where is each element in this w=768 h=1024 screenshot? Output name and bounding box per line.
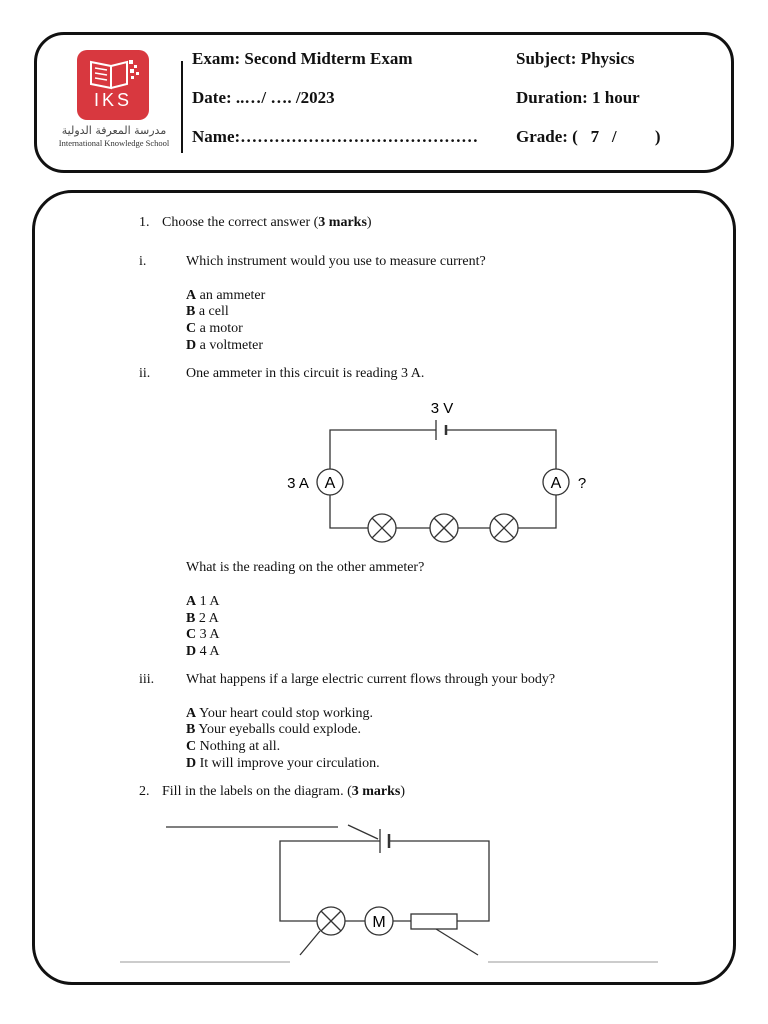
- series-circuit-diagram: [270, 395, 600, 555]
- label-circuit-diagram: [110, 815, 670, 970]
- school-name-arabic: مدرسة المعرفة الدولية: [61, 124, 167, 137]
- q1-number: 1.: [139, 215, 150, 230]
- lamp-icon: [490, 514, 518, 542]
- q1-i-number: i.: [139, 254, 147, 269]
- lamp-icon: [317, 907, 345, 935]
- q1-iii-number: iii.: [139, 672, 155, 687]
- school-logo: [77, 50, 149, 120]
- option: B Your eyeballs could explode.: [186, 722, 361, 737]
- q2-number: 2.: [139, 784, 150, 799]
- motor-symbol: M: [372, 914, 386, 931]
- exam-date: Date: ..…/ …. /2023: [192, 88, 335, 107]
- option: A Your heart could stop working.: [186, 706, 374, 721]
- unknown-reading: ?: [577, 475, 587, 492]
- q2-prompt: Fill in the labels on the diagram. (3 marks): [162, 784, 406, 799]
- option: D 4 A: [186, 644, 220, 659]
- ammeter-right: [543, 469, 569, 495]
- subject: Subject: Physics: [516, 49, 635, 68]
- q1-ii-number: ii.: [139, 366, 151, 381]
- option: A an ammeter: [186, 288, 266, 303]
- lamp-icon: [430, 514, 458, 542]
- open-book-icon: [77, 52, 149, 92]
- option: B a cell: [186, 304, 229, 319]
- header-divider: [181, 61, 183, 153]
- ammeter-left-reading: 3 A: [287, 475, 309, 492]
- logo-text: IKS: [93, 90, 132, 110]
- q1-iii-question: What happens if a large electric current flows through your body?: [186, 672, 556, 687]
- option: A 1 A: [186, 594, 220, 609]
- option: C a motor: [186, 321, 243, 336]
- duration: Duration: 1 hour: [516, 88, 640, 107]
- voltage-label: 3 V: [430, 400, 454, 417]
- grade: Grade: ( 7 / ): [516, 127, 661, 146]
- option: D It will improve your circulation.: [186, 756, 380, 771]
- school-name-english: International Knowledge School: [58, 138, 170, 148]
- option: B 2 A: [186, 611, 219, 626]
- svg-text:A: A: [324, 475, 336, 492]
- q1-prompt: Choose the correct answer (3 marks): [162, 215, 372, 230]
- lamp-icon: [368, 514, 396, 542]
- svg-text:A: A: [550, 475, 562, 492]
- option: C Nothing at all.: [186, 739, 281, 754]
- option: C 3 A: [186, 627, 220, 642]
- resistor-icon: [411, 914, 457, 929]
- student-name-field: Name:……………………………………: [192, 127, 479, 146]
- q1-i-question: Which instrument would you use to measure current?: [186, 254, 486, 269]
- ammeter-left: [317, 469, 343, 495]
- q1-ii-followup: What is the reading on the other ammeter?: [186, 560, 425, 575]
- option: D a voltmeter: [186, 338, 263, 353]
- exam-title: Exam: Second Midterm Exam: [192, 49, 413, 68]
- q1-ii-question: One ammeter in this circuit is reading 3 A.: [186, 366, 425, 381]
